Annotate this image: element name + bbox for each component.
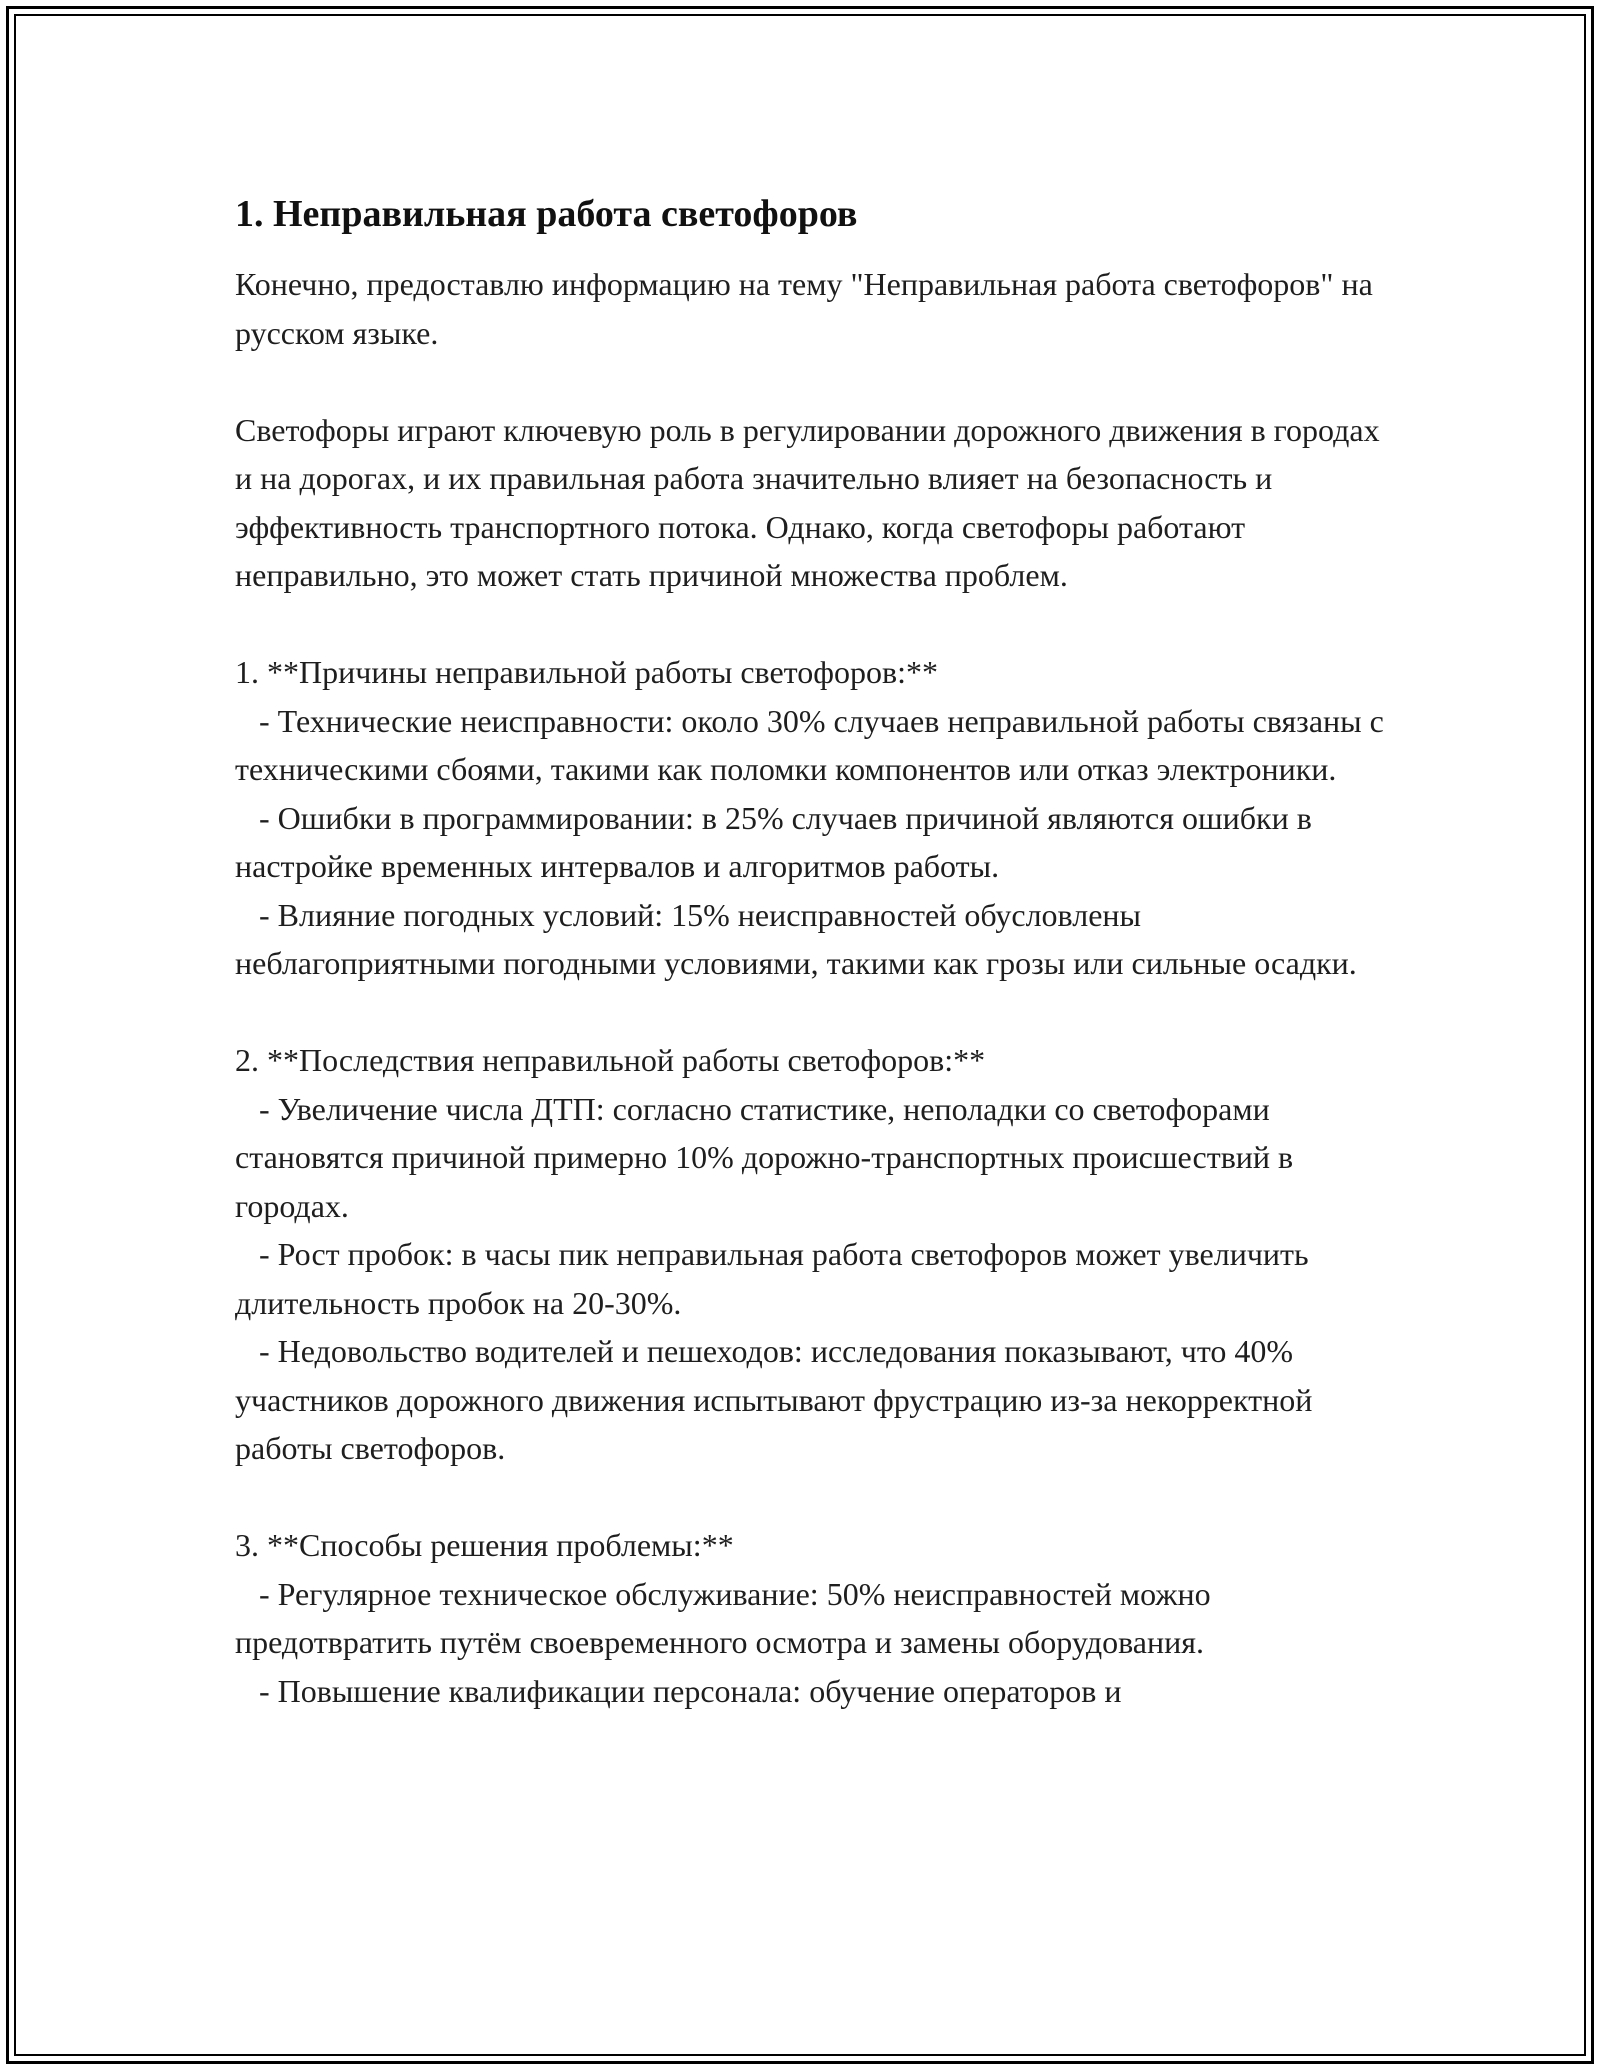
section-heading: 2. **Последствия неправильной работы светофоров:** — [235, 1042, 986, 1078]
list-item-text: - Регулярное техническое обслуживание: 50% неисправностей можно предотвратить путём своевременного осмотра и замены оборудования. — [235, 1575, 1211, 1660]
list-item-text: - Технические неисправности: около 30% случаев неправильной работы связаны с техническими сбоями, такими как поломки компонентов или отказ электроники. — [235, 702, 1384, 787]
document-title: 1. Неправильная работа светофоров — [235, 193, 858, 235]
overview-paragraph: Светофоры играют ключевую роль в регулировании дорожного движения в городах и на дорогах, и их правильная работа значительно влияет на безопасность и эффективность транспортного потока. Однако, когда светофоры работают неправильно, это может стать причиной множества проблем. — [235, 411, 1380, 593]
list-item-text: - Ошибки в программировании: в 25% случаев причиной являются ошибки в настройке временных интервалов и алгоритмов работы. — [235, 799, 1312, 884]
section-consequences — [235, 1036, 1385, 1473]
section-solutions — [235, 1521, 1385, 1715]
list-item-text: - Недовольство водителей и пешеходов: исследования показывают, что 40% участников дорожного движения испытывают фрустрацию из-за некорректной работы светофоров. — [235, 1333, 1313, 1466]
document-body — [235, 186, 1385, 1764]
list-item — [235, 891, 1385, 988]
list-item — [235, 794, 1385, 891]
list-item-text: - Повышение квалификации персонала: обучение операторов и — [259, 1672, 1122, 1709]
section-heading: 3. **Способы решения проблемы:** — [235, 1527, 734, 1563]
list-item — [235, 1327, 1385, 1473]
list-item-text: - Влияние погодных условий: 15% неисправностей обусловлены неблагоприятными погодными условиями, такими как грозы или сильные осадки. — [235, 896, 1357, 981]
list-item — [235, 1230, 1385, 1327]
section-causes — [235, 648, 1385, 988]
list-item-text: - Увеличение числа ДТП: согласно статистике, неполадки со светофорами становятся причиной примерно 10% дорожно-транспортных происшествий в городах. — [235, 1090, 1294, 1224]
list-item-text: - Рост пробок: в часы пик неправильная работа светофоров может увеличить длительность пробок на 20-30%. — [235, 1236, 1309, 1321]
intro-paragraph: Конечно, предоставлю информацию на тему "Неправильная работа светофоров" на русском языке. — [235, 266, 1373, 351]
list-item — [235, 1667, 1385, 1716]
list-item — [235, 1085, 1385, 1231]
section-heading: 1. **Причины неправильной работы светофоров:** — [235, 654, 938, 690]
list-item — [235, 697, 1385, 794]
list-item — [235, 1570, 1385, 1667]
